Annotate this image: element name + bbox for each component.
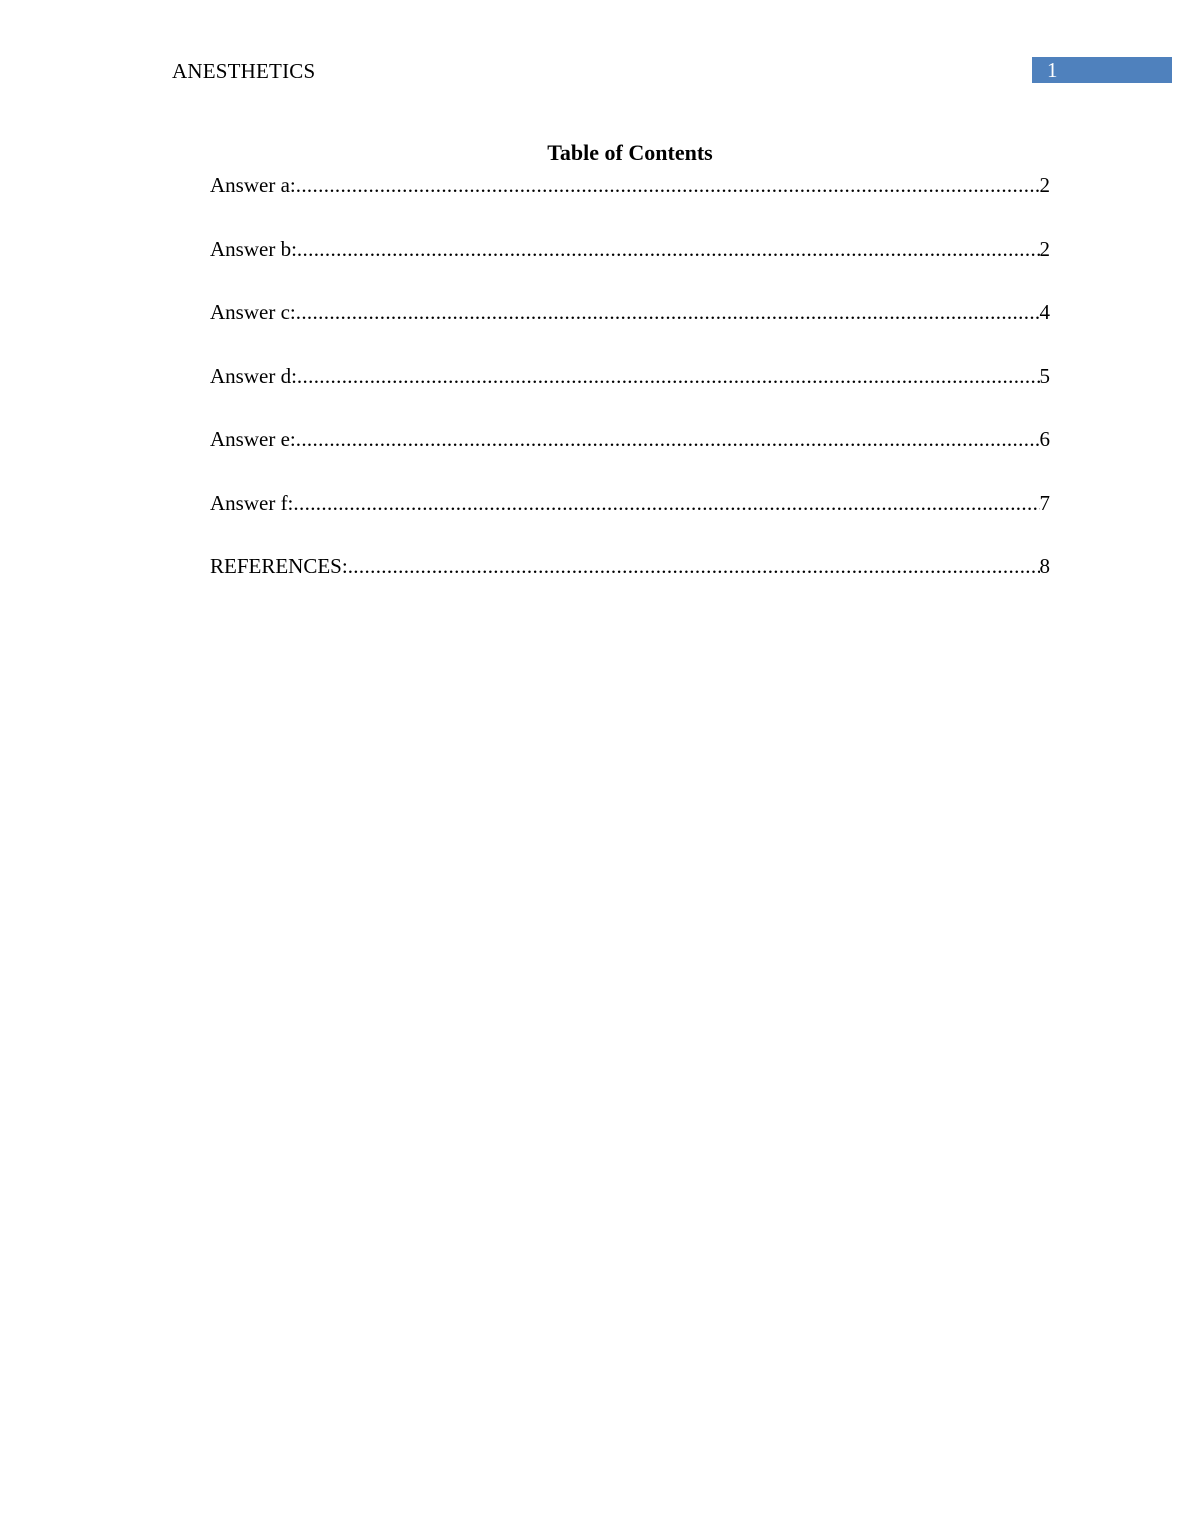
toc-entry-label: Answer e: — [210, 427, 296, 451]
page-number: 1 — [1047, 58, 1058, 82]
toc-entry-references[interactable] — [210, 552, 1050, 616]
toc-entry-label: Answer b: — [210, 236, 297, 261]
toc-heading: Table of Contents — [547, 140, 713, 165]
toc-entry-answer-a[interactable] — [210, 171, 1050, 235]
toc-entry-label: Answer d: — [210, 363, 297, 388]
toc-entry-page: 8 — [1039, 554, 1050, 578]
toc-entry-label: Answer c: — [210, 300, 296, 324]
toc-entry-answer-d[interactable] — [210, 362, 1050, 426]
toc-entry-answer-e[interactable] — [210, 425, 1050, 489]
toc-entry-label: Answer a: — [210, 173, 296, 197]
toc-entry-label: Answer f: — [210, 490, 294, 515]
dot-leader — [297, 235, 1040, 263]
toc-entry-page: 6 — [1039, 427, 1050, 451]
dot-leader — [296, 298, 1040, 326]
toc-entry-page: 5 — [1039, 363, 1050, 388]
toc-entry-page: 7 — [1039, 490, 1050, 515]
dot-leader — [293, 489, 1039, 517]
page-number-badge — [1032, 57, 1172, 83]
toc-entry-page: 2 — [1039, 236, 1050, 261]
dot-leader — [297, 362, 1040, 390]
toc-entry-page: 4 — [1039, 300, 1050, 324]
toc-entry-answer-c[interactable] — [210, 298, 1050, 362]
toc-entry-page: 2 — [1039, 173, 1050, 197]
table-of-contents — [210, 171, 1050, 616]
running-header-title: ANESTHETICS — [172, 59, 316, 83]
dot-leader — [296, 171, 1040, 199]
toc-entry-label: REFERENCES: — [210, 554, 348, 578]
toc-entry-answer-b[interactable] — [210, 235, 1050, 299]
dot-leader — [348, 552, 1040, 580]
toc-entry-answer-f[interactable] — [210, 489, 1050, 553]
dot-leader — [296, 425, 1040, 453]
